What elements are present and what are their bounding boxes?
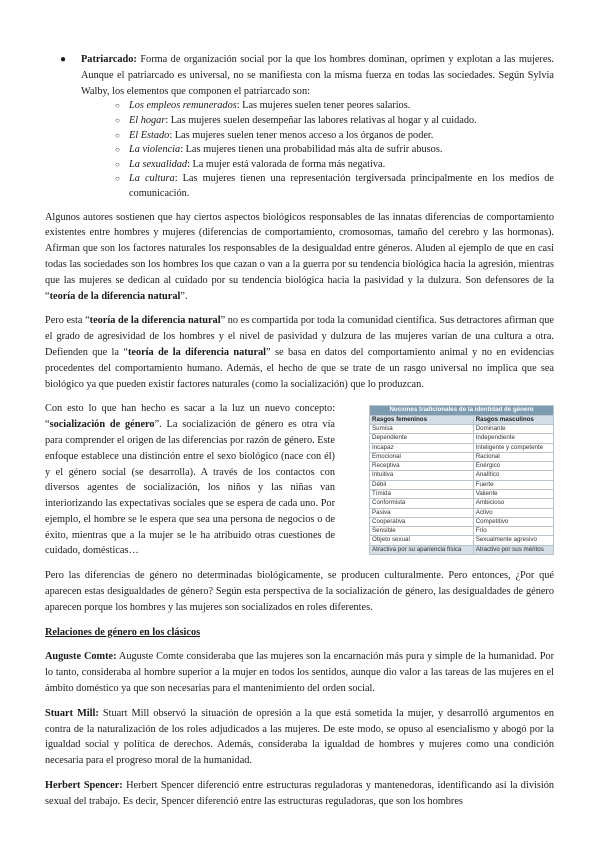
patriarcado-text: Forma de organización social por la que los hombres dominan, oprimen y explotan a las mujeres. Aunque el patriarcado es universal, no se manifiesta con la misma fuerza en todas las sociedades. Según Sylvia Walby, los elementos que componen el patriarcado son: xyxy=(81,54,554,97)
list-item-term: Los empleos remunerados xyxy=(129,100,237,112)
list-item-term: El hogar xyxy=(129,114,166,126)
table-title: Nociones tradicionales de la identidad de género xyxy=(370,406,554,415)
section-title: Relaciones de género en los clásicos xyxy=(45,626,201,638)
list-item-term: La violencia xyxy=(129,144,181,156)
gender-identity-table-figure xyxy=(369,405,554,555)
bullet-marker: ● xyxy=(60,54,67,65)
paragraph-comte: Auguste Comte: Auguste Comte consideraba que las mujeres son la encarnación más pura y simple de la humanidad. Por lo tanto, consideraba al hombre superior a la mujer en todos los sentidos, aunque dio valor a las tareas de las mujeres en el ámbito doméstico ya que son necesarias para el mantenimiento del orden social. xyxy=(45,651,554,695)
table-row: Receptiva Enérgico xyxy=(370,462,554,471)
table-row: Intuitiva Analítico xyxy=(370,471,554,480)
list-item xyxy=(115,143,554,158)
table-header: Rasgos femeninos xyxy=(370,415,474,424)
table-header: Rasgos masculinos xyxy=(473,415,553,424)
circle-marker: ○ xyxy=(115,159,120,169)
list-item-text: : La mujer está valorada de forma más negativa. xyxy=(187,158,386,170)
author-name: Herbert Spencer: xyxy=(45,780,123,792)
list-item-term: La cultura xyxy=(129,173,175,185)
socialization-section xyxy=(45,401,554,559)
list-item-text: : Las mujeres tienen una representación tergiversada principalmente en los medios de comunicación. xyxy=(129,173,554,199)
table-row: Dependiente Independiente xyxy=(370,434,554,443)
list-item xyxy=(115,158,554,173)
author-name: Stuart Mill: xyxy=(45,707,99,719)
bold-term: teoría de la diferencia natural xyxy=(127,346,267,358)
table-row: Sumisa Dominante xyxy=(370,424,554,433)
bold-term: teoría de la diferencia natural xyxy=(49,290,181,302)
list-item-text: : Las mujeres suelen desempeñar las labores relativas al hogar y al cuidado. xyxy=(165,114,477,126)
list-item xyxy=(115,99,554,114)
list-item-text: : Las mujeres suelen tener menos acceso a los órganos de poder. xyxy=(169,129,434,141)
table-row: Sensible Frío xyxy=(370,527,554,536)
bold-term: teoría de la diferencia natural xyxy=(89,315,221,327)
paragraph-cultural-differences: Pero las diferencias de género no determinadas biológicamente, se producen culturalmente. Pero entonces, ¿Por qué aparecen estas desigualdades de género? Según esta perspectiva de la socialización de género, las desigualdades de género aparecen porque los hombres y las mujeres son socializados en roles diferentes. xyxy=(45,570,554,613)
paragraph-spencer: Herbert Spencer: Herbert Spencer diferenció entre estructuras reguladoras y mantenedoras, identificando así la división sexual del trabajo. Es decir, Spencer diferenció entre las estructuras reguladoras, que son los hombres xyxy=(45,780,554,807)
circle-marker: ○ xyxy=(115,145,120,155)
table-row: Cooperativa Competitivo xyxy=(370,517,554,526)
table-row: Débil Fuerte xyxy=(370,480,554,489)
table-row: Emocional Racional xyxy=(370,452,554,461)
patriarcado-definition xyxy=(81,52,554,99)
table-row: Tímida Valiente xyxy=(370,489,554,498)
table-row: Incapaz Inteligente y competente xyxy=(370,443,554,452)
table-row: Atractiva por su apariencia física Atractivo por sus méritos xyxy=(370,545,554,554)
walby-elements-list xyxy=(81,99,554,201)
table-row: Objeto sexual Sexualmente agresivo xyxy=(370,536,554,545)
gender-identity-table xyxy=(369,405,554,555)
list-item-text: : Las mujeres tienen una probabilidad más alta de sufrir abusos. xyxy=(180,144,443,156)
list-item xyxy=(115,129,554,144)
list-item xyxy=(115,172,554,201)
paragraph-gender-socialization: Con esto lo que han hecho es sacar a la luz un nuevo concepto: “socialización de género”. La socialización de género es otra vía para comprender el origen de las diferencias por razón de género. Este enfoque establece una distinción entre el sexo biológico (nace con él) y el género social (se desarrolla). A través de los contactos con diversos agentes de socialización, los niños y las niñas van interiorizando las expectativas sociales que se espera de cada uno. Por ejemplo, el hombre se le espera que sea una persona de negocios o de éxito, mientras que a la mujer se le ha atribuido otras cuestiones de cuidado, domésticas… xyxy=(45,403,335,557)
bold-term: socialización de género xyxy=(49,419,155,431)
list-item-text: : Las mujeres suelen tener peores salarios. xyxy=(236,100,411,112)
circle-marker: ○ xyxy=(115,101,120,111)
table-row: Conformista Ambicioso xyxy=(370,499,554,508)
paragraph-critics: Pero esta “teoría de la diferencia natural” no es compartida por toda la comunidad científica. Sus detractores afirman que el grado de agresividad de los hombres y el nivel de pasividad y dulzura de las mujeres varían de una cultura a otra. Defienden que la “teoría de la diferencia natural” se basa en datos del comportamiento animal y no en evidencias procedentes del comportamiento humano. Además, el hecho de que se trate de un rasgo universal no implica que sea biológico ya que pueden existir factores naturales (como la socialización) que lo produzcan. xyxy=(45,315,554,390)
paragraph-mill: Stuart Mill: Stuart Mill observó la situación de opresión a la que está sometida la mujer, y desarrolló argumentos en contra de la naturalización de los roles adjudicados a las mujeres. De este modo, se opuso al esencialismo y abogó por la igualdad social y política de derechos. Además, consideraba la igualdad de hombres y mujeres como una condición necesaria para el progreso moral de la humanidad. xyxy=(45,707,554,767)
circle-marker: ○ xyxy=(115,174,120,184)
patriarcado-term: Patriarcado: xyxy=(81,54,137,65)
patriarcado-bullet xyxy=(45,52,554,202)
circle-marker: ○ xyxy=(115,130,120,140)
paragraph-natural-difference: Algunos autores sostienen que hay ciertos aspectos biológicos responsables de las innatas diferencias de comportamiento existentes entre hombres y mujeres (diferencias de comportamiento, cromosomas, tamaño del cerebro y las hormonas). Afirman que son los factores naturales los responsables de la desigualdad entre géneros. Aluden al ejemplo de que en casi todas las sociedades son los hombres los que cazan o van a la guerra por su tendencia biológica hacia la agresión, mientras que las mujeres se dedican al cuidado por su tendencia biológica hacia la pasividad y la dulzura. Son defensores de la “teoría de la diferencia natural”. xyxy=(45,211,554,302)
list-item-term: La sexualidad xyxy=(129,158,188,170)
list-item-term: El Estado xyxy=(129,129,170,141)
table-row: Pasiva Activo xyxy=(370,508,554,517)
author-name: Auguste Comte: xyxy=(45,651,117,663)
circle-marker: ○ xyxy=(115,115,120,125)
list-item xyxy=(115,114,554,129)
